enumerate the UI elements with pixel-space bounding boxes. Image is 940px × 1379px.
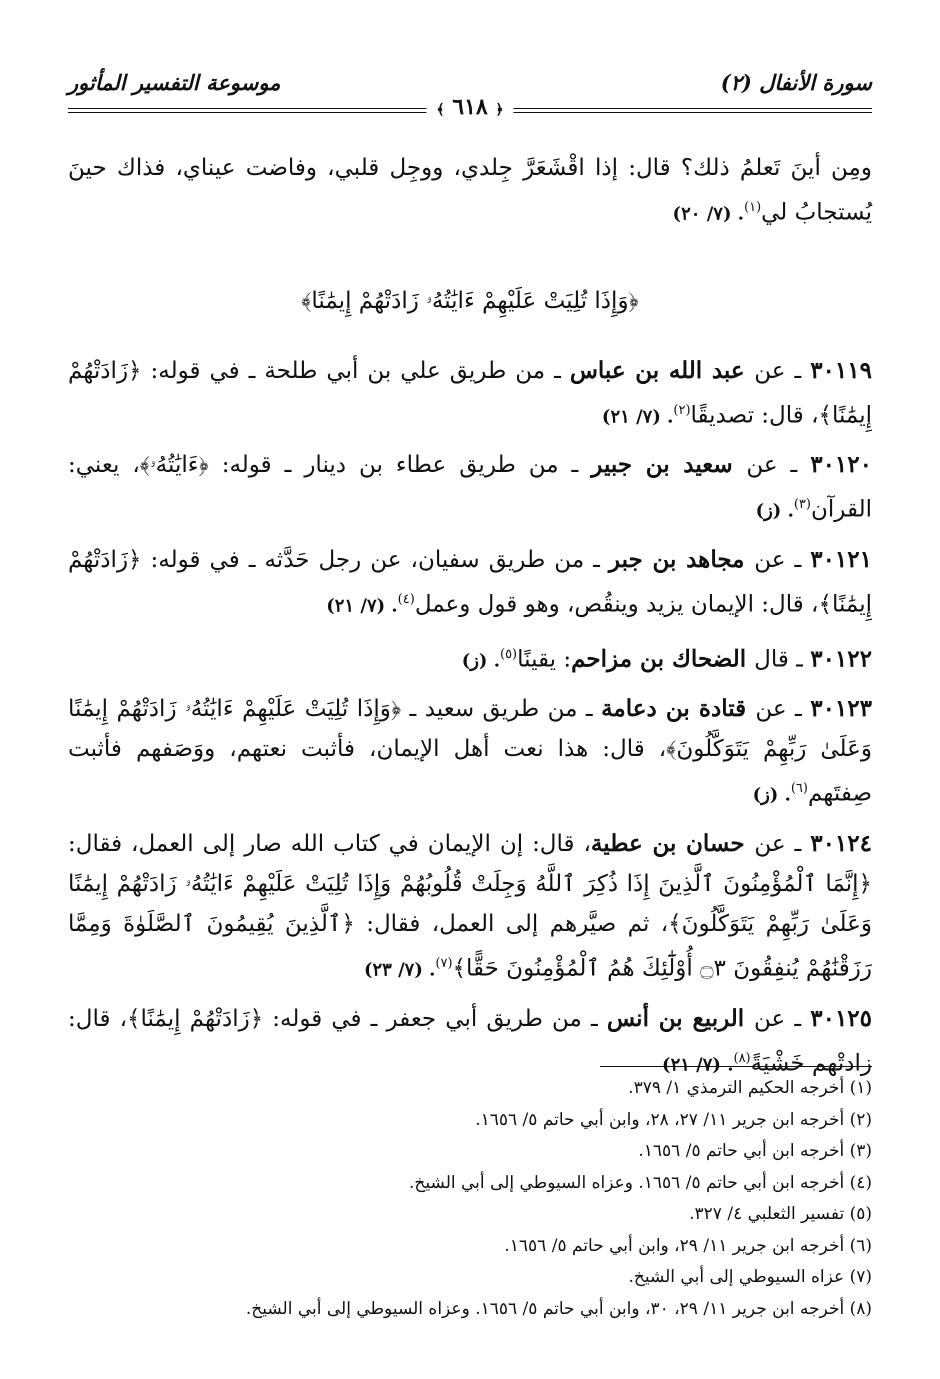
ornament-icon: ﴾	[436, 102, 445, 118]
page-number: ٦١٨	[452, 94, 488, 120]
footnote-separator	[600, 1066, 872, 1067]
footnote: (٦) أخرجه ابن جرير ١١/ ٢٩، وابن أبي حاتم ٥/ ١٦٥٦.	[504, 1235, 872, 1256]
entry: ٣٠١٢٤ ـ عن حسان بن عطية، قال: إن الإيمان في كتاب الله صار إلى العمل، فقال: ﴿إِنَّمَا ٱلْمُؤْمِنُونَ ٱلَّذِينَ إِذَا ذُكِرَ ٱللَّهُ وَجِلَتْ قُلُوبُهُمْ وَإِذَا تُلِيَتْ عَلَيْهِمْ ءَايَٰتُهُۥ زَادَتْهُمْ إِيمَٰنًا وَعَلَىٰ رَبِّهِمْ يَتَوَكَّلُونَ﴾، ثم صيَّرهم إلى العمل، فقال: ﴿ٱلَّذِينَ يُقِيمُونَ ٱلصَّلَوٰةَ وَمِمَّا رَزَقْنَٰهُمْ يُنفِقُونَ ۝٣ أُوْلَٰٓئِكَ هُمُ ٱلْمُؤْمِنُونَ حَقًّا﴾$^{(٧)}$. (٧/ ٢٣)	[68, 829, 872, 982]
main-text	[68, 148, 872, 1093]
ornament-icon: ﴿	[495, 102, 504, 118]
verse-heading: ﴿وَإِذَا تُلِيَتْ عَلَيْهِمْ ءَايَٰتُهُۥ زَادَتْهُمْ إِيمَٰنًا﴾	[301, 287, 639, 314]
footnotes	[68, 1073, 872, 1325]
entry: ٣٠١٢٥ ـ عن الربيع بن أنس ـ من طريق أبي جعفر ـ في قوله: ﴿زَادَتْهُمْ إِيمَٰنًا﴾، قال: زادتْهم خَشْيَةً$^{(٨)}$. (٧/ ٢١)	[68, 1004, 873, 1077]
footnote: (٥) تفسير الثعلبي ٤/ ٣٢٧.	[689, 1204, 872, 1224]
entries-list	[68, 351, 872, 1086]
surah-title: سورة الأنفال (٢)	[720, 70, 872, 95]
entry: ٣٠١٢٢ ـ قال الضحاك بن مزاحم: يقينًا$^{(٥)}$. (ز)	[461, 645, 872, 673]
running-header	[68, 66, 872, 126]
footnote: (٢) أخرجه ابن جرير ١١/ ٢٧، ٢٨، وابن أبي حاتم ٥/ ١٦٥٦.	[475, 1109, 872, 1130]
page-number-block	[426, 94, 513, 120]
footnote: (٣) أخرجه ابن أبي حاتم ٥/ ١٦٥٦.	[638, 1141, 872, 1161]
footnote-marker: (١)	[744, 200, 762, 215]
intro-paragraph: ومِن أينَ تَعلمُ ذلك؟ قال: إذا اقْشَعَرَّ جِلدي، ووجِل قلبي، وفاضت عيناي، فذاك حينَ يُستجابُ لي$^{(١)}$. (٧/ ٢٠)	[68, 155, 872, 226]
footnote: (٨) أخرجه ابن جرير ١١/ ٢٩، ٣٠، وابن أبي حاتم ٥/ ١٦٥٦. وعزاه السيوطي إلى أبي الشيخ.	[245, 1298, 872, 1319]
footnote: (٧) عزاه السيوطي إلى أبي الشيخ.	[628, 1267, 872, 1287]
entry: ٣٠١٢٠ ـ عن سعيد بن جبير ـ من طريق عطاء بن دينار ـ قوله: ﴿ءَايَٰتُهُۥ﴾، يعني: القرآن$^{(٣)}$. (ز)	[68, 451, 872, 523]
entry: ٣٠١٢١ ـ عن مجاهد بن جبر ـ من طريق سفيان، عن رجل حَدَّثه ـ في قوله: ﴿زَادَتْهُمْ إِيمَٰنًا﴾، قال: الإيمان يزيد وينقُص، وهو قول وعمل$^{(٤)}$. (٧/ ٢١)	[68, 545, 872, 618]
book-title: موسوعة التفسير المأثور	[68, 70, 281, 95]
volume-reference: . (٧/ ٢٠)	[672, 203, 744, 225]
entry: ٣٠١٢٣ ـ عن قتادة بن دعامة ـ من طريق سعيد ـ ﴿وَإِذَا تُلِيَتْ عَلَيْهِمْ ءَايَٰتُهُۥ زَادَتْهُمْ إِيمَٰنًا وَعَلَىٰ رَبِّهِمْ يَتَوَكَّلُونَ﴾، قال: هذا نعت أهل الإيمان، فأثبت نعتهم، ووَصَفهم فأثبت صِفتَهم$^{(٦)}$. (ز)	[68, 695, 872, 807]
footnote: (١) أخرجه الحكيم الترمذي ١/ ٣٧٩.	[628, 1078, 872, 1098]
entry: ٣٠١١٩ ـ عن عبد الله بن عباس ـ من طريق علي بن أبي طلحة ـ في قوله: ﴿زَادَتْهُمْ إِيمَٰنًا﴾، قال: تصديقًا$^{(٢)}$. (٧/ ٢١)	[68, 356, 872, 429]
footnote: (٤) أخرجه ابن أبي حاتم ٥/ ١٦٥٦. وعزاه السيوطي إلى أبي الشيخ.	[409, 1172, 872, 1193]
